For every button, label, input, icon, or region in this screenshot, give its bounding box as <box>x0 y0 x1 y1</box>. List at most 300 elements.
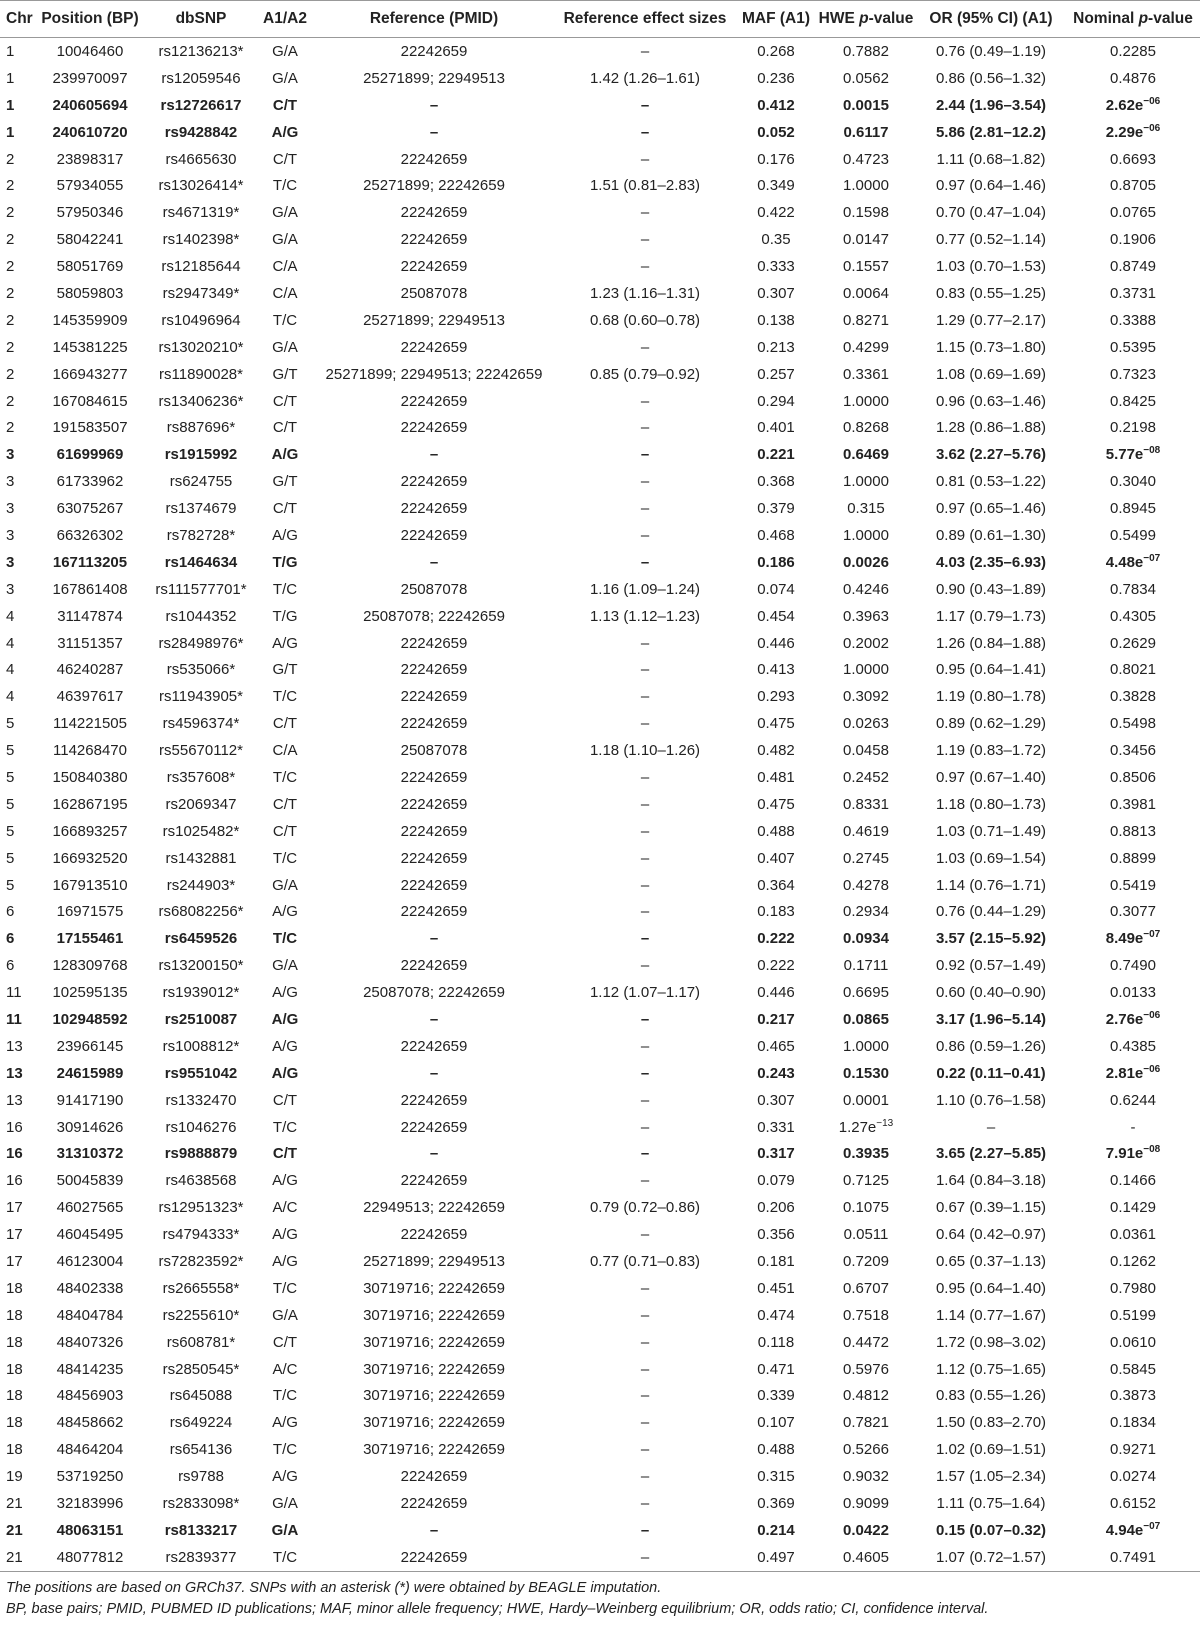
cell-hwe: 0.5976 <box>843 1360 889 1378</box>
cell-position: 57950346 <box>56 204 124 222</box>
cell-reference: – <box>429 1145 439 1163</box>
cell-nominal-pvalue: 0.8506 <box>1110 768 1156 786</box>
cell-nominal-pvalue: 0.3040 <box>1110 473 1156 491</box>
cell-reference: 22242659 <box>400 795 468 813</box>
cell-dbsnp: rs624755 <box>169 473 233 491</box>
cell-effect-size: – <box>640 473 650 491</box>
cell-nominal-pvalue: 0.7323 <box>1110 365 1156 383</box>
table-row <box>0 656 1200 683</box>
cell-reference: 22242659 <box>400 500 468 518</box>
cell-reference: 25271899; 22949513 <box>363 69 505 87</box>
cell-dbsnp: rs645088 <box>169 1387 233 1405</box>
table-row <box>0 1329 1200 1356</box>
cell-maf: 0.315 <box>757 1468 795 1486</box>
cell-dbsnp: rs2255610* <box>162 1306 240 1324</box>
cell-hwe: 0.2452 <box>843 768 889 786</box>
cell-position: 102948592 <box>52 1011 128 1028</box>
cell-odds-ratio: 1.64 (0.84–3.18) <box>935 1172 1047 1190</box>
cell-odds-ratio: 0.83 (0.55–1.26) <box>935 1387 1047 1405</box>
cell-nominal-pvalue: 0.2198 <box>1110 419 1156 437</box>
cell-nominal-pvalue: 0.5845 <box>1110 1360 1156 1378</box>
table-row <box>0 1544 1200 1571</box>
cell-position: 167913510 <box>52 876 128 894</box>
cell-dbsnp: rs782728* <box>166 526 236 544</box>
cell-odds-ratio: 1.08 (0.69–1.69) <box>935 365 1047 383</box>
cell-reference: 30719716; 22242659 <box>363 1387 505 1405</box>
cell-dbsnp: rs2069347 <box>165 795 237 813</box>
cell-hwe: 0.5266 <box>843 1441 889 1459</box>
cell-position: 166932520 <box>52 849 128 867</box>
cell-effect-size: 1.13 (1.12–1.23) <box>589 607 701 625</box>
table-row <box>0 38 1200 65</box>
cell-nominal-pvalue: 0.1906 <box>1110 231 1156 249</box>
cell-odds-ratio: 0.77 (0.52–1.14) <box>935 231 1047 249</box>
cell-odds-ratio: 1.28 (0.86–1.88) <box>935 419 1047 437</box>
cell-effect-size: – <box>640 1468 650 1486</box>
cell-odds-ratio: 1.18 (0.80–1.73) <box>935 795 1047 813</box>
cell-hwe: 0.2745 <box>843 849 889 867</box>
table-row <box>0 979 1200 1006</box>
cell-chr: 2 <box>6 284 15 302</box>
cell-effect-size: 1.42 (1.26–1.61) <box>589 69 701 87</box>
cell-nominal-pvalue: 0.7834 <box>1110 580 1156 598</box>
cell-alleles: A/G <box>272 903 298 921</box>
cell-maf: 0.214 <box>757 1521 795 1539</box>
cell-chr: 21 <box>6 1495 23 1513</box>
cell-dbsnp: rs12136213* <box>158 42 244 60</box>
cell-dbsnp: rs1008812* <box>162 1037 240 1055</box>
cell-dbsnp: rs13406236* <box>158 392 244 410</box>
cell-odds-ratio: 1.72 (0.98–3.02) <box>935 1333 1047 1351</box>
cell-odds-ratio: 3.62 (2.27–5.76) <box>935 446 1047 464</box>
cell-dbsnp: rs9888879 <box>164 1145 238 1163</box>
cell-odds-ratio: 0.86 (0.56–1.32) <box>935 69 1047 87</box>
cell-hwe: 0.7209 <box>843 1253 889 1271</box>
cell-alleles: T/C <box>272 177 298 195</box>
cell-maf: 0.446 <box>757 984 795 1002</box>
cell-position: 58059803 <box>56 284 124 302</box>
cell-effect-size: – <box>640 876 650 894</box>
cell-dbsnp: rs72823592* <box>158 1253 244 1271</box>
header-maf: MAF (A1) <box>736 1 816 38</box>
cell-dbsnp: rs357608* <box>166 768 236 786</box>
cell-position: 48458662 <box>56 1414 124 1432</box>
cell-position: 145381225 <box>52 338 128 356</box>
cell-dbsnp: rs1332470 <box>165 1091 237 1109</box>
cell-odds-ratio: 0.90 (0.43–1.89) <box>935 580 1047 598</box>
cell-position: 46045495 <box>56 1226 124 1244</box>
cell-reference: 22242659 <box>400 661 468 679</box>
table-row <box>0 1409 1200 1436</box>
cell-position: 48402338 <box>56 1279 124 1297</box>
cell-dbsnp: rs4638568 <box>165 1172 237 1190</box>
cell-hwe: 0.2934 <box>843 903 889 921</box>
table-row <box>0 226 1200 253</box>
cell-nominal-pvalue: 0.3981 <box>1110 795 1156 813</box>
table-row <box>0 522 1200 549</box>
cell-alleles: C/T <box>272 715 298 733</box>
cell-hwe: 0.0422 <box>843 1521 889 1539</box>
header-row <box>0 1 1200 38</box>
cell-dbsnp: rs11943905* <box>159 688 243 706</box>
cell-alleles: T/G <box>272 553 298 571</box>
cell-nominal-pvalue: 0.8705 <box>1110 177 1156 195</box>
cell-alleles: C/T <box>272 150 298 168</box>
cell-effect-size: – <box>640 688 650 706</box>
cell-chr: 2 <box>6 419 15 437</box>
cell-odds-ratio: 0.83 (0.55–1.25) <box>935 284 1047 302</box>
cell-chr: 6 <box>6 957 15 975</box>
cell-hwe: 0.7125 <box>843 1172 889 1190</box>
cell-chr: 2 <box>6 311 15 329</box>
table-row <box>0 1356 1200 1383</box>
cell-odds-ratio: 1.14 (0.76–1.71) <box>935 876 1047 894</box>
cell-odds-ratio: 0.95 (0.64–1.40) <box>935 1279 1047 1297</box>
cell-chr: 18 <box>6 1414 23 1432</box>
cell-position: 10046460 <box>56 42 124 60</box>
cell-effect-size: – <box>640 795 650 813</box>
table-row <box>0 764 1200 791</box>
cell-alleles: T/C <box>272 580 298 598</box>
table-row <box>0 1033 1200 1060</box>
table-row <box>0 1248 1200 1275</box>
footnotes <box>0 1572 1200 1620</box>
cell-maf: 0.349 <box>757 177 795 195</box>
cell-dbsnp: rs887696* <box>166 419 236 437</box>
table-row <box>0 119 1200 146</box>
cell-reference: 22242659 <box>400 258 468 276</box>
cell-alleles: A/C <box>272 1360 298 1378</box>
cell-odds-ratio: 0.89 (0.61–1.30) <box>935 526 1047 544</box>
cell-hwe: 0.1530 <box>843 1064 889 1082</box>
cell-maf: 0.293 <box>757 688 795 706</box>
cell-maf: 0.475 <box>757 715 795 733</box>
cell-effect-size: – <box>640 1011 650 1028</box>
cell-alleles: T/C <box>272 1441 298 1459</box>
cell-effect-size: – <box>640 446 650 464</box>
cell-reference: 22242659 <box>400 688 468 706</box>
cell-odds-ratio: 3.65 (2.27–5.85) <box>935 1145 1047 1163</box>
cell-reference: 25271899; 22949513 <box>363 1253 505 1271</box>
table-row <box>0 92 1200 119</box>
cell-effect-size: – <box>640 1037 650 1055</box>
table-row <box>0 1087 1200 1114</box>
cell-effect-size: – <box>640 715 650 733</box>
cell-dbsnp: rs608781* <box>166 1333 236 1351</box>
cell-maf: 0.412 <box>757 96 795 114</box>
cell-alleles: C/A <box>272 258 298 276</box>
cell-position: 167861408 <box>52 580 128 598</box>
cell-odds-ratio: 1.10 (0.76–1.58) <box>935 1091 1047 1109</box>
table-row <box>0 1383 1200 1410</box>
cell-dbsnp: rs1046276 <box>165 1118 237 1136</box>
cell-maf: 0.454 <box>757 607 795 625</box>
cell-odds-ratio: 1.02 (0.69–1.51) <box>935 1441 1047 1459</box>
cell-odds-ratio: 0.76 (0.44–1.29) <box>935 903 1047 921</box>
cell-effect-size: 0.85 (0.79–0.92) <box>589 365 701 383</box>
cell-dbsnp: rs1374679 <box>165 500 237 518</box>
cell-effect-size: – <box>640 661 650 679</box>
cell-maf: 0.481 <box>757 768 795 786</box>
cell-position: 191583507 <box>52 419 128 437</box>
cell-reference: 25087078; 22242659 <box>363 984 505 1002</box>
cell-alleles: A/C <box>272 1199 298 1217</box>
cell-reference: 30719716; 22242659 <box>363 1279 505 1297</box>
cell-chr: 4 <box>6 634 15 652</box>
cell-hwe: 0.4605 <box>816 1544 916 1571</box>
cell-chr: 1 <box>6 69 15 87</box>
cell-dbsnp: rs654136 <box>169 1441 233 1459</box>
cell-effect-size: – <box>640 957 650 975</box>
cell-dbsnp: rs649224 <box>169 1414 233 1432</box>
cell-nominal-pvalue: 0.3873 <box>1110 1387 1156 1405</box>
cell-alleles: G/A <box>272 338 298 356</box>
cell-alleles: T/C <box>272 849 298 867</box>
cell-nominal-pvalue: 0.7980 <box>1110 1279 1156 1297</box>
cell-reference: 22242659 <box>400 768 468 786</box>
cell-chr: 2 <box>6 392 15 410</box>
cell-alleles: T/C <box>272 768 298 786</box>
cell-hwe: 0.3092 <box>843 688 889 706</box>
cell-position: 48063151 <box>56 1521 124 1539</box>
cell-position: 102595135 <box>52 984 128 1002</box>
cell-hwe: 0.9032 <box>843 1468 889 1486</box>
cell-alleles: A/G <box>272 1226 298 1244</box>
cell-nominal-pvalue: 0.0610 <box>1110 1333 1156 1351</box>
cell-odds-ratio: 0.97 (0.67–1.40) <box>935 768 1047 786</box>
cell-nominal-pvalue: 0.8021 <box>1110 661 1156 679</box>
cell-dbsnp: rs13020210* <box>158 338 244 356</box>
cell-alleles: A/G <box>271 123 299 141</box>
cell-odds-ratio: 2.44 (1.96–3.54) <box>935 96 1047 114</box>
cell-dbsnp: rs12059546 <box>161 69 241 87</box>
cell-nominal-pvalue: $4.94e^{-07}$ <box>1105 1520 1161 1539</box>
cell-effect-size: – <box>640 1091 650 1109</box>
cell-hwe: 0.8268 <box>843 419 889 437</box>
cell-effect-size: – <box>640 849 650 867</box>
cell-effect-size: – <box>640 526 650 544</box>
cell-chr: 5 <box>6 715 15 733</box>
cell-position: 32183996 <box>56 1495 124 1513</box>
cell-dbsnp: rs4671319* <box>162 204 240 222</box>
cell-hwe: $1.27e^{-13}$ <box>838 1117 894 1136</box>
cell-maf: 0.446 <box>757 634 795 652</box>
cell-odds-ratio: 1.03 (0.69–1.54) <box>935 849 1047 867</box>
cell-alleles: G/A <box>271 1521 299 1539</box>
cell-nominal-pvalue: 0.3456 <box>1110 742 1156 760</box>
cell-hwe: 1.0000 <box>843 1037 889 1055</box>
cell-chr: 2 <box>6 150 15 168</box>
cell-hwe: 0.315 <box>847 500 885 518</box>
cell-effect-size: – <box>640 1306 650 1324</box>
table-row <box>0 441 1200 468</box>
cell-chr: 16 <box>6 1145 23 1163</box>
cell-nominal-pvalue: 0.8749 <box>1110 258 1156 276</box>
cell-dbsnp: rs2839377 <box>146 1544 256 1571</box>
cell-dbsnp: rs4794333* <box>162 1226 240 1244</box>
cell-chr: 5 <box>6 768 15 786</box>
cell-position: 166943277 <box>52 365 128 383</box>
table-row <box>0 1490 1200 1517</box>
cell-dbsnp: rs1432881 <box>165 849 237 867</box>
cell-odds-ratio: 3.57 (2.15–5.92) <box>935 930 1047 948</box>
table-row <box>0 1114 1200 1141</box>
cell-reference: 22242659 <box>400 1468 468 1486</box>
cell-position: 114221505 <box>53 715 127 733</box>
cell-odds-ratio: 4.03 (2.35–6.93) <box>935 553 1047 571</box>
cell-alleles: C/A <box>272 284 298 302</box>
cell-nominal-pvalue: 0.9271 <box>1110 1441 1156 1459</box>
cell-nominal-pvalue: 0.0765 <box>1110 204 1156 222</box>
cell-maf: 0.465 <box>757 1037 795 1055</box>
cell-hwe: 0.0064 <box>843 284 889 302</box>
cell-alleles: C/T <box>272 500 298 518</box>
table-row <box>0 1302 1200 1329</box>
cell-position: 239970097 <box>52 69 128 87</box>
header-effect-sizes: Reference effect sizes <box>554 1 736 38</box>
cell-nominal-pvalue: 0.3731 <box>1110 284 1156 302</box>
cell-chr: 6 <box>6 930 15 948</box>
table-row <box>0 1436 1200 1463</box>
cell-chr: 11 <box>6 1011 22 1028</box>
cell-effect-size: – <box>640 1333 650 1351</box>
cell-hwe: 1.0000 <box>843 392 889 410</box>
cell-alleles: G/T <box>272 365 298 383</box>
cell-reference: 22242659 <box>400 849 468 867</box>
cell-alleles: A/G <box>272 984 298 1002</box>
cell-maf: 0.468 <box>757 526 795 544</box>
cell-odds-ratio: 1.14 (0.77–1.67) <box>935 1306 1047 1324</box>
cell-hwe: 0.3361 <box>843 365 889 383</box>
cell-nominal-pvalue: 0.1834 <box>1110 1414 1156 1432</box>
cell-position: 23898317 <box>56 150 124 168</box>
cell-reference: – <box>429 1011 439 1028</box>
table-header <box>0 1 1200 38</box>
cell-position: 128309768 <box>52 957 128 975</box>
table-row <box>0 1167 1200 1194</box>
cell-odds-ratio: – <box>986 1118 996 1136</box>
cell-maf: 0.317 <box>757 1145 795 1163</box>
cell-effect-size: – <box>640 1226 650 1244</box>
cell-odds-ratio: 1.17 (0.79–1.73) <box>935 607 1047 625</box>
table-row <box>0 737 1200 764</box>
table-row <box>0 307 1200 334</box>
cell-dbsnp: rs10496964 <box>161 311 241 329</box>
cell-maf: 0.206 <box>757 1199 795 1217</box>
cell-chr: 3 <box>6 500 15 518</box>
table-row <box>0 280 1200 307</box>
cell-chr: 18 <box>6 1441 23 1459</box>
cell-alleles: A/G <box>272 1037 298 1055</box>
cell-reference: 22242659 <box>400 1172 468 1190</box>
cell-position: 240610720 <box>52 123 128 141</box>
cell-nominal-pvalue: 0.2285 <box>1110 42 1156 60</box>
cell-nominal-pvalue: $7.91e^{-08}$ <box>1105 1144 1161 1163</box>
cell-chr: 17 <box>6 1226 23 1244</box>
cell-maf: 0.471 <box>757 1360 795 1378</box>
cell-hwe: 0.0934 <box>843 930 889 948</box>
cell-alleles: A/G <box>271 446 299 464</box>
cell-chr: 2 <box>6 258 15 276</box>
table-row <box>0 603 1200 630</box>
cell-nominal-pvalue: 0.5499 <box>1110 526 1156 544</box>
cell-position: 31151357 <box>57 634 123 652</box>
cell-reference: 22242659 <box>400 1226 468 1244</box>
cell-hwe: 0.4472 <box>843 1333 889 1351</box>
cell-dbsnp: rs28498976* <box>158 634 244 652</box>
cell-alleles: G/A <box>272 42 298 60</box>
cell-position: 48404784 <box>56 1306 124 1324</box>
table-row <box>0 952 1200 979</box>
cell-chr: 18 <box>6 1279 23 1297</box>
cell-alleles: T/C <box>272 1118 298 1136</box>
cell-reference: – <box>429 96 439 114</box>
cell-hwe: 0.0015 <box>843 96 889 114</box>
cell-maf: 0.221 <box>757 446 795 464</box>
cell-nominal-pvalue: 0.8899 <box>1110 849 1156 867</box>
cell-position: 48456903 <box>56 1387 124 1405</box>
cell-odds-ratio: 0.95 (0.64–1.41) <box>935 661 1047 679</box>
cell-odds-ratio: 1.57 (1.05–2.34) <box>935 1468 1047 1486</box>
cell-reference: 22242659 <box>400 150 468 168</box>
cell-reference: 25087078; 22242659 <box>363 607 505 625</box>
cell-alleles: G/T <box>272 661 298 679</box>
cell-maf: 0.138 <box>757 311 795 329</box>
cell-chr: 2 <box>6 231 15 249</box>
cell-effect-size: – <box>640 768 650 786</box>
cell-reference: 25087078 <box>400 742 468 760</box>
cell-alleles: T/C <box>272 1279 298 1297</box>
cell-maf: 0.356 <box>757 1226 795 1244</box>
cell-chr: 5 <box>6 876 15 894</box>
cell-alleles: C/T <box>272 1091 298 1109</box>
cell-hwe: 0.6707 <box>843 1279 889 1297</box>
cell-hwe: 1.0000 <box>843 473 889 491</box>
cell-position: 150840380 <box>52 768 128 786</box>
cell-dbsnp: rs1939012* <box>162 984 240 1002</box>
cell-nominal-pvalue: 0.5395 <box>1110 338 1156 356</box>
cell-nominal-pvalue: $2.81e^{-06}$ <box>1105 1063 1161 1082</box>
cell-alleles: G/T <box>272 473 298 491</box>
table-row <box>0 1060 1200 1087</box>
cell-chr: 2 <box>6 177 15 195</box>
cell-reference: 30719716; 22242659 <box>363 1414 505 1432</box>
cell-reference: – <box>429 1521 439 1539</box>
cell-nominal-pvalue: $2.29e^{-06}$ <box>1105 122 1161 141</box>
cell-odds-ratio: 1.19 (0.83–1.72) <box>935 742 1047 760</box>
cell-nominal-pvalue: 0.7491 <box>1066 1544 1200 1571</box>
cell-chr: 3 <box>6 473 15 491</box>
cell-reference: – <box>429 123 439 141</box>
cell-odds-ratio: 0.22 (0.11–0.41) <box>936 1064 1046 1082</box>
cell-effect-size: – <box>640 1521 650 1539</box>
cell-odds-ratio: 0.15 (0.07–0.32) <box>935 1521 1047 1539</box>
cell-dbsnp: rs1044352 <box>165 607 237 625</box>
cell-hwe: 0.4278 <box>843 876 889 894</box>
cell-chr: 2 <box>6 204 15 222</box>
cell-reference: 22242659 <box>400 715 468 733</box>
cell-alleles: A/G <box>271 1064 299 1082</box>
cell-odds-ratio: 0.70 (0.47–1.04) <box>935 204 1047 222</box>
cell-effect-size: 0.79 (0.72–0.86) <box>589 1199 701 1217</box>
cell-odds-ratio: 0.96 (0.63–1.46) <box>935 392 1047 410</box>
cell-hwe: 1.0000 <box>843 177 889 195</box>
cell-chr: 18 <box>6 1306 23 1324</box>
cell-nominal-pvalue: 0.5199 <box>1110 1306 1156 1324</box>
cell-maf: 0.488 <box>757 822 795 840</box>
cell-hwe: 1.0000 <box>843 661 889 679</box>
cell-maf: 0.222 <box>757 957 795 975</box>
